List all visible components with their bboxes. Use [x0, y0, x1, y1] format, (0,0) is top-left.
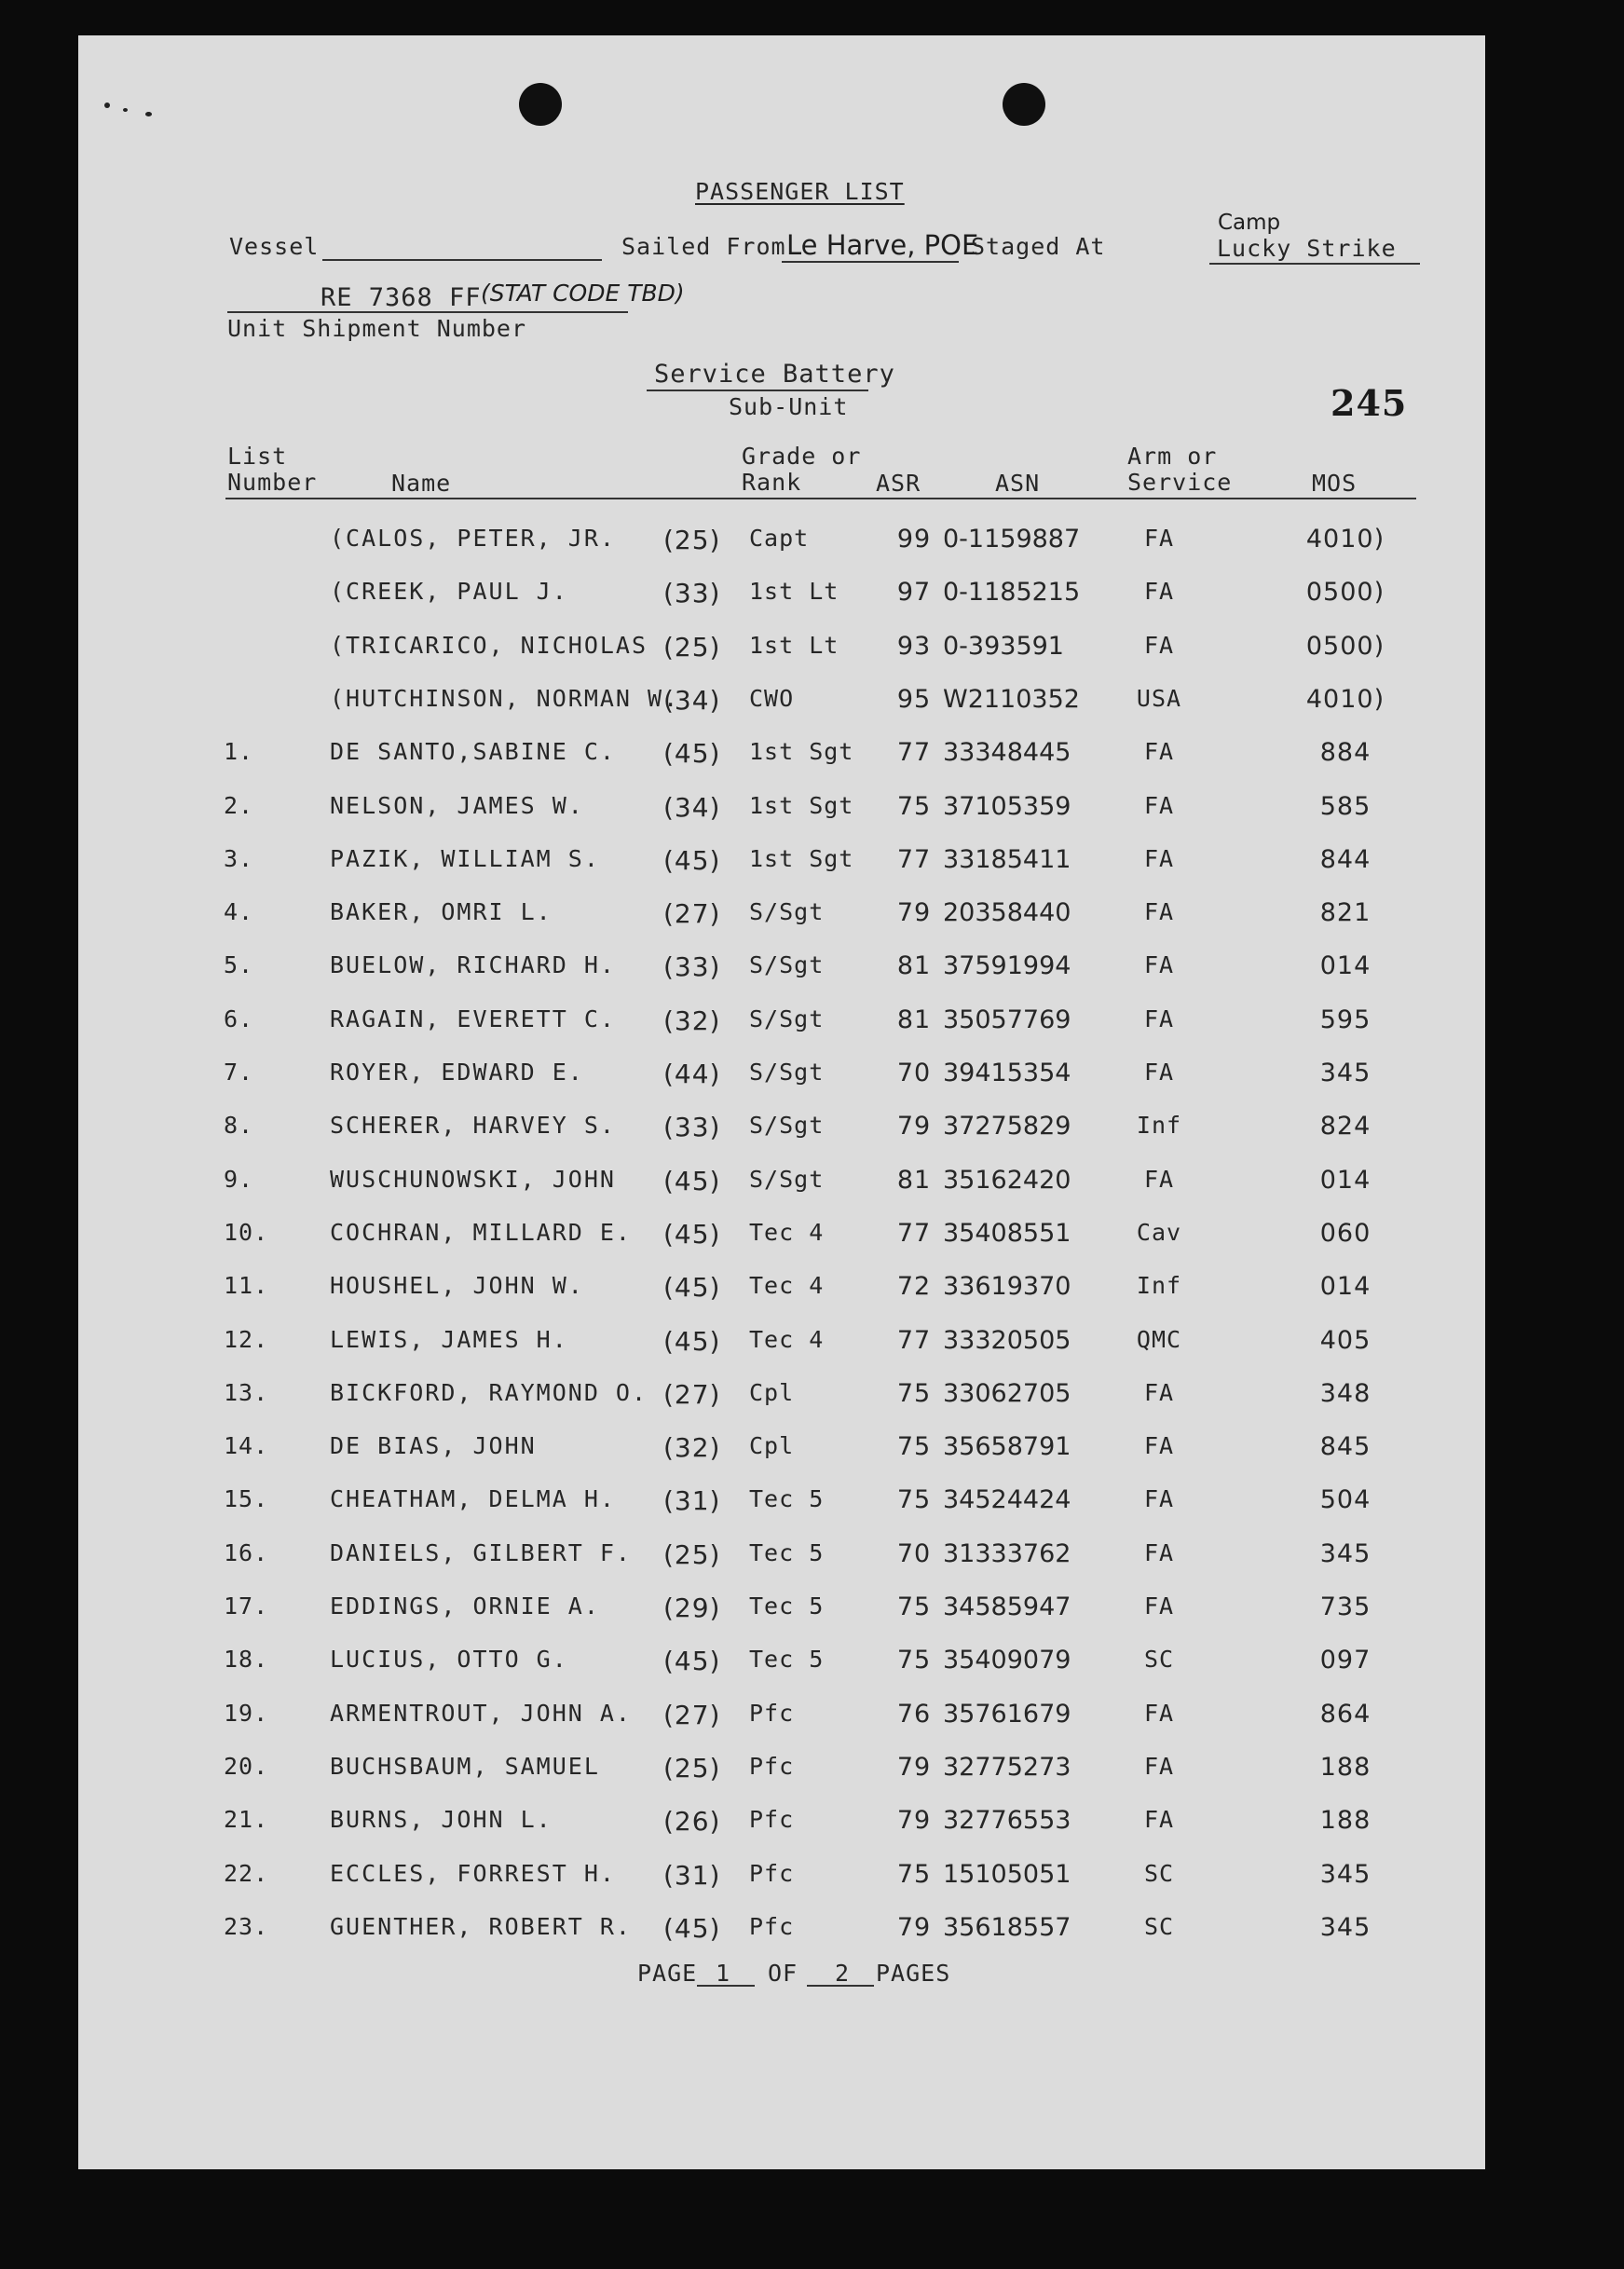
serial-number: 35408551	[943, 1218, 1071, 1248]
footer-page-word: PAGE	[637, 1960, 698, 1987]
grade-rank: Pfc	[749, 1699, 795, 1727]
mos-code: 845	[1319, 1432, 1372, 1462]
asr-score: 79	[896, 898, 932, 928]
passenger-name: ROYER, EDWARD E.	[330, 1059, 584, 1086]
vessel-label: Vessel	[229, 233, 320, 260]
arm-service: QMC	[1136, 1325, 1182, 1353]
arm-service: FA	[1143, 1059, 1175, 1086]
age: (27)	[663, 1378, 721, 1410]
list-number: 20.	[224, 1752, 269, 1780]
age: (44)	[663, 1059, 721, 1089]
passenger-row	[78, 632, 1485, 669]
grade-rank: Tec 5	[749, 1538, 825, 1566]
age: (25)	[663, 1752, 721, 1784]
arm-service: FA	[1143, 1538, 1175, 1566]
passenger-name: BUCHSBAUM, SAMUEL	[330, 1752, 600, 1780]
arm-service: USA	[1136, 684, 1182, 712]
age: (45)	[663, 1912, 721, 1944]
mos-code: 595	[1319, 1005, 1372, 1034]
passenger-name: (TRICARICO, NICHOLAS	[330, 631, 648, 659]
list-number: 11.	[224, 1272, 269, 1300]
passenger-name: (CREEK, PAUL J.	[330, 578, 568, 606]
age: (45)	[663, 1646, 721, 1677]
list-number: 18.	[224, 1646, 269, 1674]
passenger-row	[78, 1432, 1485, 1469]
serial-number: 35409079	[943, 1646, 1071, 1675]
speck	[145, 112, 152, 116]
passenger-name: BICKFORD, RAYMOND O.	[330, 1378, 648, 1406]
passenger-row	[78, 792, 1485, 829]
asr-score: 79	[896, 1912, 932, 1942]
asr-score: 75	[896, 791, 932, 821]
passenger-row	[78, 1326, 1485, 1363]
age: (25)	[663, 525, 721, 555]
list-number: 5.	[224, 951, 254, 979]
arm-service: SC	[1143, 1646, 1175, 1674]
mos-code: 188	[1319, 1806, 1372, 1836]
punch-hole-left	[519, 83, 562, 126]
age: (34)	[663, 684, 721, 716]
page-mark-number: 245	[1331, 382, 1408, 424]
arm-service: Inf	[1136, 1112, 1182, 1140]
passenger-row	[78, 685, 1485, 722]
arm-service: FA	[1143, 1592, 1175, 1620]
unit-shipment-label: Unit Shipment Number	[227, 315, 527, 342]
passenger-row	[78, 1806, 1485, 1843]
mos-code: 014	[1319, 1272, 1372, 1302]
mos-code: 884	[1319, 738, 1372, 768]
age: (25)	[663, 1538, 721, 1570]
asr-score: 97	[896, 578, 932, 608]
list-number: 13.	[224, 1378, 269, 1406]
passenger-name: HOUSHEL, JOHN W.	[330, 1272, 584, 1300]
speck	[123, 108, 128, 112]
age: (25)	[663, 631, 721, 663]
grade-rank: Capt	[749, 525, 810, 552]
serial-number: 33320505	[943, 1325, 1071, 1355]
vessel-blank-line	[322, 259, 602, 261]
arm-service: FA	[1143, 844, 1175, 872]
asr-score: 75	[896, 1485, 932, 1515]
list-number: 4.	[224, 898, 254, 926]
age: (33)	[663, 578, 721, 609]
passenger-name: EDDINGS, ORNIE A.	[330, 1592, 600, 1620]
arm-service: SC	[1143, 1859, 1175, 1887]
footer-total-line	[807, 1985, 874, 1987]
staged-at-line	[1209, 263, 1420, 265]
passenger-row	[78, 1592, 1485, 1630]
passenger-row	[78, 1219, 1485, 1256]
header-name: Name	[391, 470, 452, 497]
passenger-row	[78, 578, 1485, 615]
asr-score: 95	[896, 684, 932, 714]
serial-number: 35057769	[943, 1005, 1071, 1034]
list-number: 2.	[224, 791, 254, 819]
mos-code: 097	[1319, 1646, 1372, 1675]
grade-rank: Tec 5	[749, 1592, 825, 1620]
list-number: 19.	[224, 1699, 269, 1727]
passenger-name: DANIELS, GILBERT F.	[330, 1538, 632, 1566]
staged-at-label: Staged At	[971, 233, 1106, 260]
asr-score: 75	[896, 1646, 932, 1675]
grade-rank: Tec 4	[749, 1218, 825, 1246]
passenger-row	[78, 1700, 1485, 1737]
passenger-name: ECCLES, FORREST H.	[330, 1859, 616, 1887]
grade-rank: Cpl	[749, 1432, 795, 1460]
grade-rank: S/Sgt	[749, 951, 825, 979]
asr-score: 81	[896, 1165, 932, 1195]
grade-rank: S/Sgt	[749, 898, 825, 926]
header-asn: ASN	[995, 470, 1041, 497]
grade-rank: 1st Lt	[749, 631, 839, 659]
grade-rank: S/Sgt	[749, 1005, 825, 1032]
header-list-number: List Number	[227, 443, 318, 496]
passenger-row	[78, 1112, 1485, 1149]
arm-service: FA	[1143, 1432, 1175, 1460]
grade-rank: Pfc	[749, 1752, 795, 1780]
asr-score: 79	[896, 1752, 932, 1782]
asr-score: 70	[896, 1538, 932, 1568]
list-number: 6.	[224, 1005, 254, 1032]
passenger-name: PAZIK, WILLIAM S.	[330, 844, 600, 872]
header-asr: ASR	[876, 470, 921, 497]
arm-service: FA	[1143, 1806, 1175, 1834]
serial-number: 15105051	[943, 1859, 1071, 1889]
passenger-name: RAGAIN, EVERETT C.	[330, 1005, 616, 1032]
asr-score: 70	[896, 1059, 932, 1087]
header-grade: Grade or Rank	[742, 443, 862, 496]
passenger-name: CHEATHAM, DELMA H.	[330, 1485, 616, 1513]
passenger-name: LUCIUS, OTTO G.	[330, 1646, 568, 1674]
passenger-name: SCHERER, HARVEY S.	[330, 1112, 616, 1140]
serial-number: 0-1159887	[943, 525, 1081, 554]
serial-number: 33619370	[943, 1272, 1071, 1302]
age: (29)	[663, 1592, 721, 1623]
serial-number: W2110352	[943, 684, 1080, 714]
age: (26)	[663, 1806, 721, 1838]
asr-score: 77	[896, 844, 932, 874]
asr-score: 99	[896, 525, 932, 554]
grade-rank: S/Sgt	[749, 1165, 825, 1193]
list-number: 1.	[224, 738, 254, 766]
serial-number: 35658791	[943, 1432, 1071, 1462]
grade-rank: 1st Sgt	[749, 844, 854, 872]
passenger-row	[78, 1485, 1485, 1523]
mos-code: 0500)	[1305, 631, 1385, 661]
age: (45)	[663, 1325, 721, 1357]
age: (33)	[663, 1112, 721, 1143]
age: (27)	[663, 898, 721, 930]
serial-number: 37105359	[943, 791, 1071, 821]
arm-service: FA	[1143, 898, 1175, 926]
age: (32)	[663, 1005, 721, 1036]
grade-rank: S/Sgt	[749, 1059, 825, 1086]
age: (33)	[663, 951, 721, 983]
arm-service: FA	[1143, 525, 1175, 552]
serial-number: 34524424	[943, 1485, 1071, 1515]
passenger-name: WUSCHUNOWSKI, JOHN	[330, 1165, 616, 1193]
list-number: 7.	[224, 1059, 254, 1086]
punch-hole-right	[1003, 83, 1045, 126]
mos-code: 504	[1319, 1485, 1372, 1515]
asr-score: 75	[896, 1859, 932, 1889]
passenger-name: BAKER, OMRI L.	[330, 898, 553, 926]
age: (45)	[663, 1165, 721, 1196]
passenger-name: NELSON, JAMES W.	[330, 791, 584, 819]
passenger-row	[78, 1860, 1485, 1897]
footer-pages-word: PAGES	[876, 1960, 951, 1987]
arm-service: FA	[1143, 791, 1175, 819]
grade-rank: S/Sgt	[749, 1112, 825, 1140]
passenger-name: (HUTCHINSON, NORMAN W.	[330, 684, 680, 712]
mos-code: 345	[1319, 1059, 1372, 1087]
sub-unit-value: Service Battery	[654, 360, 895, 389]
asr-score: 77	[896, 1325, 932, 1355]
mos-code: 824	[1319, 1112, 1372, 1141]
passenger-name: GUENTHER, ROBERT R.	[330, 1912, 632, 1940]
age: (45)	[663, 844, 721, 876]
passenger-row	[78, 898, 1485, 936]
passenger-name: DE SANTO,SABINE C.	[330, 738, 616, 766]
serial-number: 20358440	[943, 898, 1071, 928]
mos-code: 821	[1319, 898, 1372, 928]
passenger-row	[78, 1005, 1485, 1043]
mos-code: 0500)	[1305, 578, 1385, 608]
arm-service: Inf	[1136, 1272, 1182, 1300]
asr-score: 81	[896, 951, 932, 981]
age: (45)	[663, 738, 721, 770]
grade-rank: Tec 4	[749, 1272, 825, 1300]
mos-code: 735	[1319, 1592, 1372, 1621]
mos-code: 014	[1319, 1165, 1372, 1195]
age: (45)	[663, 1272, 721, 1304]
asr-score: 77	[896, 738, 932, 768]
serial-number: 32776553	[943, 1806, 1071, 1836]
header-rule	[225, 498, 1416, 499]
serial-number: 35761679	[943, 1699, 1071, 1729]
serial-number: 33062705	[943, 1378, 1071, 1408]
list-number: 3.	[224, 844, 254, 872]
sailed-from-label: Sailed From	[621, 233, 786, 260]
passenger-name: BURNS, JOHN L.	[330, 1806, 553, 1834]
list-number: 15.	[224, 1485, 269, 1513]
age: (27)	[663, 1699, 721, 1730]
asr-score: 76	[896, 1699, 932, 1729]
sub-unit-label: Sub-Unit	[729, 393, 849, 420]
list-number: 8.	[224, 1112, 254, 1140]
mos-code: 844	[1319, 844, 1372, 874]
footer-page-line	[697, 1985, 755, 1987]
serial-number: 33185411	[943, 844, 1071, 874]
passenger-row	[78, 1272, 1485, 1309]
grade-rank: Tec 4	[749, 1325, 825, 1353]
header-arm-service: Arm or Service	[1127, 443, 1233, 496]
arm-service: SC	[1143, 1912, 1175, 1940]
passenger-name: BUELOW, RICHARD H.	[330, 951, 616, 979]
serial-number: 34585947	[943, 1592, 1071, 1621]
asr-score: 75	[896, 1378, 932, 1408]
document-title: PASSENGER LIST	[695, 178, 905, 205]
list-number: 14.	[224, 1432, 269, 1460]
age: (34)	[663, 791, 721, 823]
asr-score: 75	[896, 1592, 932, 1621]
grade-rank: 1st Lt	[749, 578, 839, 606]
asr-score: 79	[896, 1806, 932, 1836]
arm-service: FA	[1143, 951, 1175, 979]
age: (31)	[663, 1859, 721, 1891]
serial-number: 35162420	[943, 1165, 1071, 1195]
arm-service: FA	[1143, 738, 1175, 766]
grade-rank: Pfc	[749, 1859, 795, 1887]
list-number: 9.	[224, 1165, 254, 1193]
speck	[104, 103, 110, 108]
passenger-row	[78, 1753, 1485, 1790]
arm-service: FA	[1143, 1378, 1175, 1406]
unit-shipment-number: RE 7368 FF	[321, 283, 482, 312]
grade-rank: Cpl	[749, 1378, 795, 1406]
serial-number: 32775273	[943, 1752, 1071, 1782]
arm-service: FA	[1143, 1485, 1175, 1513]
asr-score: 93	[896, 631, 932, 661]
mos-code: 4010)	[1305, 684, 1385, 714]
unit-shipment-line	[227, 311, 628, 313]
passenger-name: DE BIAS, JOHN	[330, 1432, 537, 1460]
grade-rank: 1st Sgt	[749, 791, 854, 819]
passenger-name: COCHRAN, MILLARD E.	[330, 1218, 632, 1246]
mos-code: 060	[1319, 1218, 1372, 1248]
serial-number: 33348445	[943, 738, 1071, 768]
serial-number: 0-393591	[943, 631, 1064, 661]
asr-score: 72	[896, 1272, 932, 1302]
asr-score: 75	[896, 1432, 932, 1462]
footer-page-total: 2	[835, 1960, 851, 1987]
grade-rank: Pfc	[749, 1912, 795, 1940]
passenger-row	[78, 1166, 1485, 1203]
serial-number: 37275829	[943, 1112, 1071, 1141]
sailed-from-line	[782, 261, 959, 263]
stat-code-note: (STAT CODE TBD)	[481, 280, 685, 307]
list-number: 22.	[224, 1859, 269, 1887]
arm-service: FA	[1143, 1752, 1175, 1780]
passenger-name: ARMENTROUT, JOHN A.	[330, 1699, 632, 1727]
asr-score: 79	[896, 1112, 932, 1141]
passenger-row	[78, 1646, 1485, 1683]
passenger-row	[78, 1539, 1485, 1577]
passenger-name: LEWIS, JAMES H.	[330, 1325, 568, 1353]
arm-service: FA	[1143, 1005, 1175, 1032]
passenger-row	[78, 1913, 1485, 1950]
age: (45)	[663, 1218, 721, 1250]
footer-page-number: 1	[716, 1960, 731, 1987]
grade-rank: 1st Sgt	[749, 738, 854, 766]
arm-service: FA	[1143, 1165, 1175, 1193]
mos-code: 345	[1319, 1912, 1372, 1942]
serial-number: 37591994	[943, 951, 1071, 981]
list-number: 21.	[224, 1806, 269, 1834]
grade-rank: Tec 5	[749, 1485, 825, 1513]
passenger-row	[78, 1379, 1485, 1416]
header-mos: MOS	[1312, 470, 1358, 497]
age: (32)	[663, 1432, 721, 1464]
passenger-row	[78, 525, 1485, 562]
mos-code: 4010)	[1305, 525, 1385, 554]
mos-code: 585	[1319, 791, 1372, 821]
mos-code: 405	[1319, 1325, 1372, 1355]
arm-service: Cav	[1136, 1218, 1182, 1246]
list-number: 23.	[224, 1912, 269, 1940]
grade-rank: Tec 5	[749, 1646, 825, 1674]
sailed-from-value: Le Harve, POE	[786, 229, 979, 261]
mos-code: 345	[1319, 1538, 1372, 1568]
mos-code: 348	[1319, 1378, 1372, 1408]
mos-code: 864	[1319, 1699, 1372, 1729]
passenger-row	[78, 845, 1485, 882]
passenger-row	[78, 738, 1485, 775]
mos-code: 014	[1319, 951, 1372, 981]
serial-number: 35618557	[943, 1912, 1071, 1942]
mos-code: 188	[1319, 1752, 1372, 1782]
sub-unit-line	[647, 390, 868, 391]
mos-code: 345	[1319, 1859, 1372, 1889]
document-page	[78, 35, 1485, 2169]
list-number: 10.	[224, 1218, 269, 1246]
list-number: 16.	[224, 1538, 269, 1566]
asr-score: 81	[896, 1005, 932, 1034]
age: (31)	[663, 1485, 721, 1517]
arm-service: FA	[1143, 631, 1175, 659]
grade-rank: CWO	[749, 684, 795, 712]
list-number: 17.	[224, 1592, 269, 1620]
staged-at-value: Lucky Strike	[1217, 235, 1397, 262]
passenger-row	[78, 1059, 1485, 1096]
serial-number: 39415354	[943, 1059, 1071, 1087]
passenger-name: (CALOS, PETER, JR.	[330, 525, 616, 552]
list-number: 12.	[224, 1325, 269, 1353]
passenger-row	[78, 951, 1485, 989]
footer-of-word: OF	[768, 1960, 798, 1987]
asr-score: 77	[896, 1218, 932, 1248]
arm-service: FA	[1143, 578, 1175, 606]
staged-at-camp: Camp	[1218, 211, 1281, 235]
serial-number: 31333762	[943, 1538, 1071, 1568]
serial-number: 0-1185215	[943, 578, 1081, 608]
arm-service: FA	[1143, 1699, 1175, 1727]
grade-rank: Pfc	[749, 1806, 795, 1834]
